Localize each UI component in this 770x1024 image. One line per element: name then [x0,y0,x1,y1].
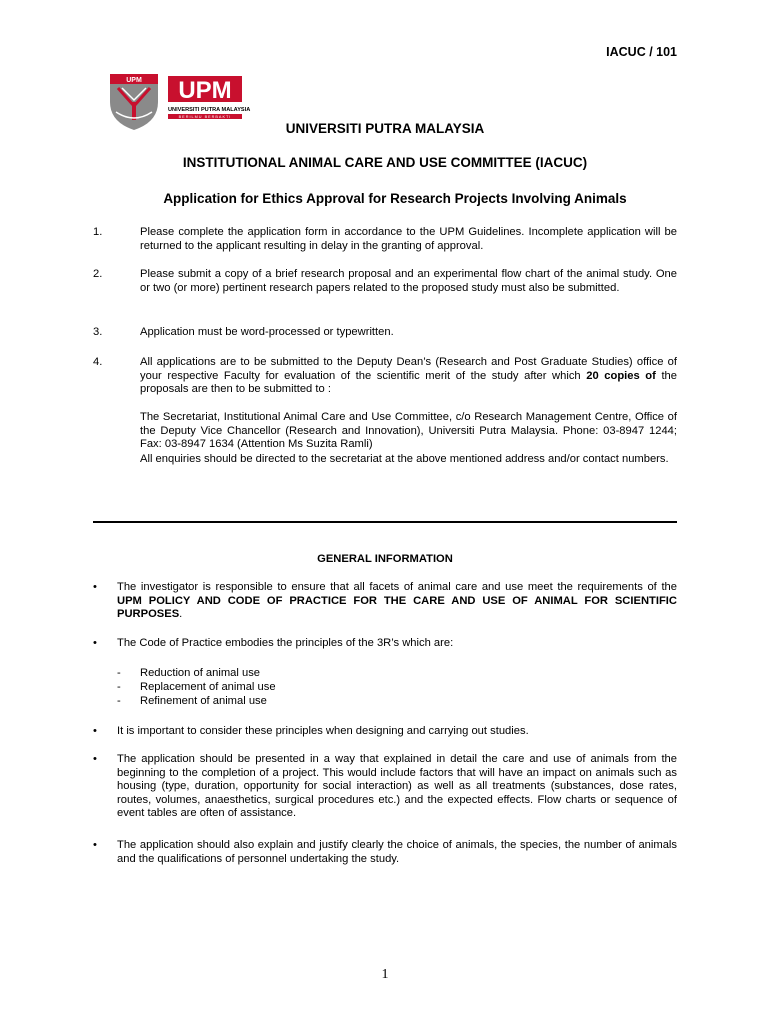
list-dash: - [117,667,121,679]
list-dash: - [117,695,121,707]
university-title: UNIVERSITI PUTRA MALAYSIA [285,121,485,136]
svg-text:UPM: UPM [126,77,142,84]
bullet-text-part: . [179,608,183,621]
page-number: 1 [381,967,389,982]
policy-emphasis: UPM POLICY AND CODE OF PRACTICE FOR THE CARE AND USE OF ANIMAL FOR SCIENTIFIC PURPOSES [117,594,677,621]
section-divider [93,521,677,523]
logo-wordmark: UPM [178,77,232,104]
document-code: IACUC / 101 [606,45,677,59]
instruction-text: Please submit a copy of a brief research proposal and an experimental flow chart of the animal study. One or two (or more) pertinent research papers related to the proposed study must also be submitted. [140,268,677,294]
instruction-number: 4. [93,356,103,368]
instruction-text-part: All applications are to be submitted to the Deputy Dean’s (Research and Post Graduate Studies) office of your respective Faculty for evaluation of the scientific merit of the study after which [140,356,677,382]
instruction-number: 3. [93,326,103,338]
instruction-number: 1. [93,226,103,238]
bullet-icon: • [93,753,97,765]
instruction-number: 2. [93,268,103,280]
instruction-text [140,356,677,397]
bullet-text: The application should be presented in a way that explained in detail the care and use of animals from the beginning to the completion of a project. This would include factors that will have an impact on animals such as housing (type, duration, opportunity for social interaction) as well as all treatments (substances, dose rates, routes, volumes, anaesthetics, surgical procedures etc.) and the expected effects. Flow charts or sequence of event tables are often of assistance. [117,753,677,820]
principle-item: Reduction of animal use [140,667,261,679]
instruction-text: Please complete the application form in accordance to the UPM Guidelines. Incomplete application will be returned to the applicant resulting in delay in the granting of approval. [140,226,677,252]
bullet-text-part: The investigator is responsible to ensure that all facets of animal care and use meet the requirements of the [117,581,677,593]
bullet-text: It is important to consider these principles when designing and carrying out studies. [117,725,529,737]
bullet-icon: • [93,637,97,649]
enquiries-note: All enquiries should be directed to the secretariat at the above mentioned address and/or contact numbers. [140,453,669,465]
bullet-icon: • [93,839,97,851]
instruction-text-part: the proposals are then to be submitted to : [140,369,677,396]
bullet-text [117,581,677,622]
instruction-text: Application must be word-processed or typewritten. [140,326,394,338]
logo-motto: BERILMU BERBAKTI [178,115,232,120]
general-info-heading: GENERAL INFORMATION [317,553,453,565]
bullet-icon: • [93,725,97,737]
principle-item: Refinement of animal use [140,695,267,707]
bullet-text: The application should also explain and justify clearly the choice of animals, the species, the number of animals and the qualifications of personnel undertaking the study. [117,839,677,865]
application-title: Application for Ethics Approval for Research Projects Involving Animals [163,191,627,206]
bullet-icon: • [93,581,97,593]
list-dash: - [117,681,121,693]
bullet-text: The Code of Practice embodies the principles of the 3R’s which are: [117,637,454,649]
logo-subtext: UNIVERSITI PUTRA MALAYSIA [168,107,251,113]
principle-item: Replacement of animal use [140,681,276,693]
committee-title: INSTITUTIONAL ANIMAL CARE AND USE COMMITTEE (IACUC) [182,155,588,170]
secretariat-address: The Secretariat, Institutional Animal Care and Use Committee, c/o Research Management Centre, Office of the Deputy Vice Chancellor (Research and Innovation), Universiti Putra Malaysia. Phone: 03-8947 1244; Fax: 03-8947 1634 (Attention Ms Suzita Ramli) [140,411,677,451]
copies-emphasis: 20 copies of [586,369,656,382]
